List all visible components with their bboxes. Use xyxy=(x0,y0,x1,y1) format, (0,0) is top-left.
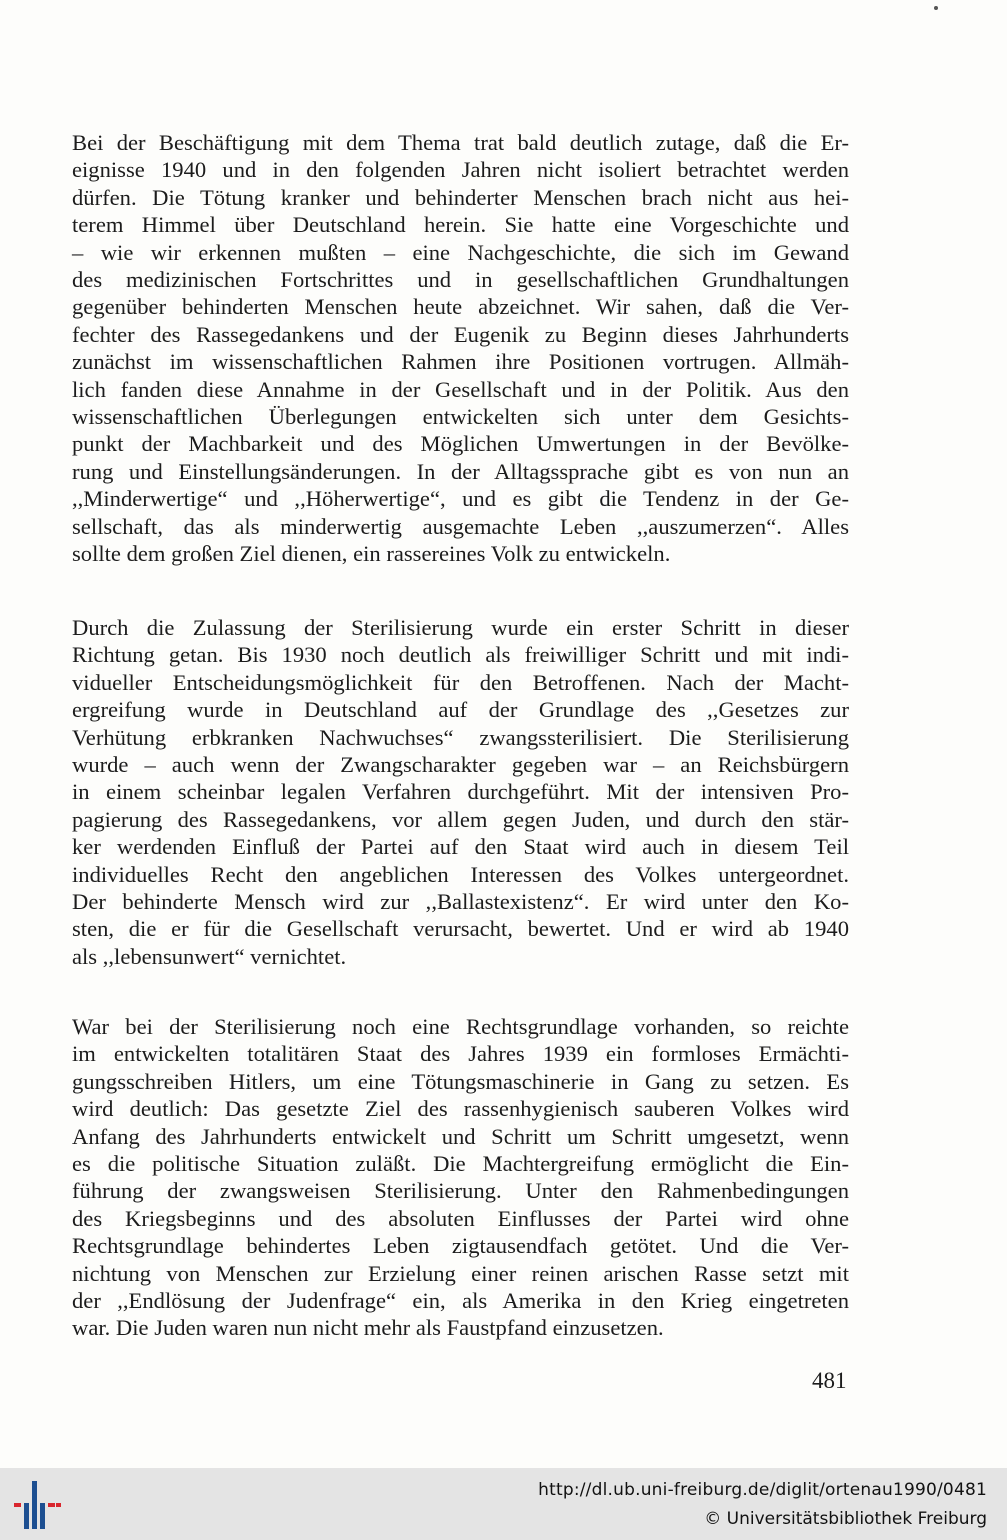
text-line: eignisse 1940 und in den folgenden Jahren nicht isoliert betrachtet werden xyxy=(72,157,849,183)
text-line: War bei der Sterilisierung noch eine Rechtsgrundlage vorhanden, so reichte xyxy=(72,1014,849,1039)
paragraph-1 xyxy=(72,129,849,568)
text-line: war. Die Juden waren nun nicht mehr als Faustpfand einzusetzen. xyxy=(72,1315,664,1341)
text-line: rung und Einstellungsänderungen. In der Alltagssprache gibt es von nun an xyxy=(72,458,849,484)
text-line: sten, die er für die Gesellschaft verursacht, bewertet. Und er wird ab 1940 xyxy=(72,916,849,942)
scan-dot xyxy=(934,6,938,10)
permalink-url[interactable]: http://dl.ub.uni-freiburg.de/diglit/ortenau1990/0481 xyxy=(538,1480,987,1500)
text-line: des medizinischen Fortschrittes und in gesellschaftlichen Grundhaltungen xyxy=(72,267,849,293)
text-line: gegenüber behinderten Menschen heute abzeichnet. Wir sahen, daß die Ver- xyxy=(72,294,849,320)
text-line: punkt der Machbarkeit und des Möglichen Umwertungen in der Bevölke- xyxy=(72,431,849,457)
text-line: pagierung des Rassegedankens, vor allem gegen Juden, und durch den stär- xyxy=(72,806,849,832)
text-line: Rechtsgrundlage behindertes Leben zigtausendfach getötet. Und die Ver- xyxy=(72,1233,849,1259)
text-line: im entwickelten totalitären Staat des Jahres 1939 ein formloses Ermächti- xyxy=(72,1041,849,1067)
text-line: Anfang des Jahrhunderts entwickelt und Schritt um Schritt umgesetzt, wenn xyxy=(72,1123,849,1149)
text-line: terem Himmel über Deutschland herein. Sie hatte eine Vorgeschichte und xyxy=(72,212,849,238)
text-line: lich fanden diese Annahme in der Gesellschaft und in der Politik. Aus den xyxy=(72,376,849,402)
text-line: der ,,Endlösung der Judenfrage“ ein, als Amerika in den Krieg eingetreten xyxy=(72,1288,849,1314)
text-line: führung der zwangsweisen Sterilisierung. Unter den Rahmenbedingungen xyxy=(72,1178,849,1204)
text-line: gungsschreiben Hitlers, um eine Tötungsmaschinerie in Gang zu setzen. Es xyxy=(72,1068,849,1094)
text-line: nichtung von Menschen zur Erzielung einer reinen arischen Rasse setzt mit xyxy=(72,1260,849,1286)
paragraph-3 xyxy=(72,1013,849,1342)
paragraph-2 xyxy=(72,614,849,970)
text-line: wissenschaftlichen Überlegungen entwickelten sich unter dem Gesichts- xyxy=(72,404,849,430)
text-line: des Kriegsbeginns und des absoluten Einflusses der Partei wird ohne xyxy=(72,1205,849,1231)
text-line: vidueller Entscheidungsmöglichkeit für den Betroffenen. Nach der Macht- xyxy=(72,669,849,695)
text-line: wird deutlich: Das gesetzte Ziel des rassenhygienisch sauberen Volkes wird xyxy=(72,1096,849,1122)
text-line: wurde – auch wenn der Zwangscharakter gegeben war – an Reichsbürgern xyxy=(72,752,849,778)
text-line: fechter des Rassegedankens und der Eugenik zu Beginn dieses Jahrhunderts xyxy=(72,321,849,347)
text-line: es die politische Situation zuläßt. Die Machtergreifung ermöglicht die Ein- xyxy=(72,1151,849,1177)
page-number: 481 xyxy=(812,1368,847,1393)
text-line: ker werdenden Einfluß der Partei auf den Staat wird auch in diesem Teil xyxy=(72,834,849,860)
text-line: individuelles Recht den angeblichen Interessen des Volkes untergeordnet. xyxy=(72,861,849,887)
text-line: – wie wir erkennen mußten – eine Nachgeschichte, die sich im Gewand xyxy=(72,239,849,265)
text-line: ,,Minderwertige“ und ,,Höherwertige“, und es gibt die Tendenz in der Ge- xyxy=(72,486,849,512)
text-line: ergreifung wurde in Deutschland auf der Grundlage des ,,Gesetzes zur xyxy=(72,697,849,723)
text-line: Verhütung erbkranken Nachwuchses“ zwangssterilisiert. Die Sterilisierung xyxy=(72,724,849,750)
text-line: zunächst im wissenschaftlichen Rahmen ihre Positionen vortrugen. Allmäh- xyxy=(72,349,849,375)
text-line: Durch die Zulassung der Sterilisierung wurde ein erster Schritt in dieser xyxy=(72,615,849,640)
text-line: sollte dem großen Ziel dienen, ein rassereines Volk zu entwickeln. xyxy=(72,541,671,567)
text-line: in einem scheinbar legalen Verfahren durchgeführt. Mit der intensiven Pro- xyxy=(72,779,849,805)
text-line: als ,,lebensunwert“ vernichtet. xyxy=(72,943,347,969)
text-line: sellschaft, das als minderwertig ausgemachte Leben ,,auszumerzen“. Alles xyxy=(72,513,849,539)
footer-bar xyxy=(0,1468,1007,1540)
text-line: Der behinderte Mensch wird zur ,,Ballastexistenz“. Er wird unter den Ko- xyxy=(72,889,849,915)
text-line: dürfen. Die Tötung kranker und behinderter Menschen brach nicht aus hei- xyxy=(72,184,849,210)
copyright-notice: © Universitätsbibliothek Freiburg xyxy=(704,1509,987,1529)
text-line: Bei der Beschäftigung mit dem Thema trat bald deutlich zutage, daß die Er- xyxy=(72,130,849,155)
ub-freiburg-logo-icon xyxy=(12,1479,64,1531)
text-line: Richtung getan. Bis 1930 noch deutlich als freiwilliger Schritt und mit indi- xyxy=(72,642,849,668)
